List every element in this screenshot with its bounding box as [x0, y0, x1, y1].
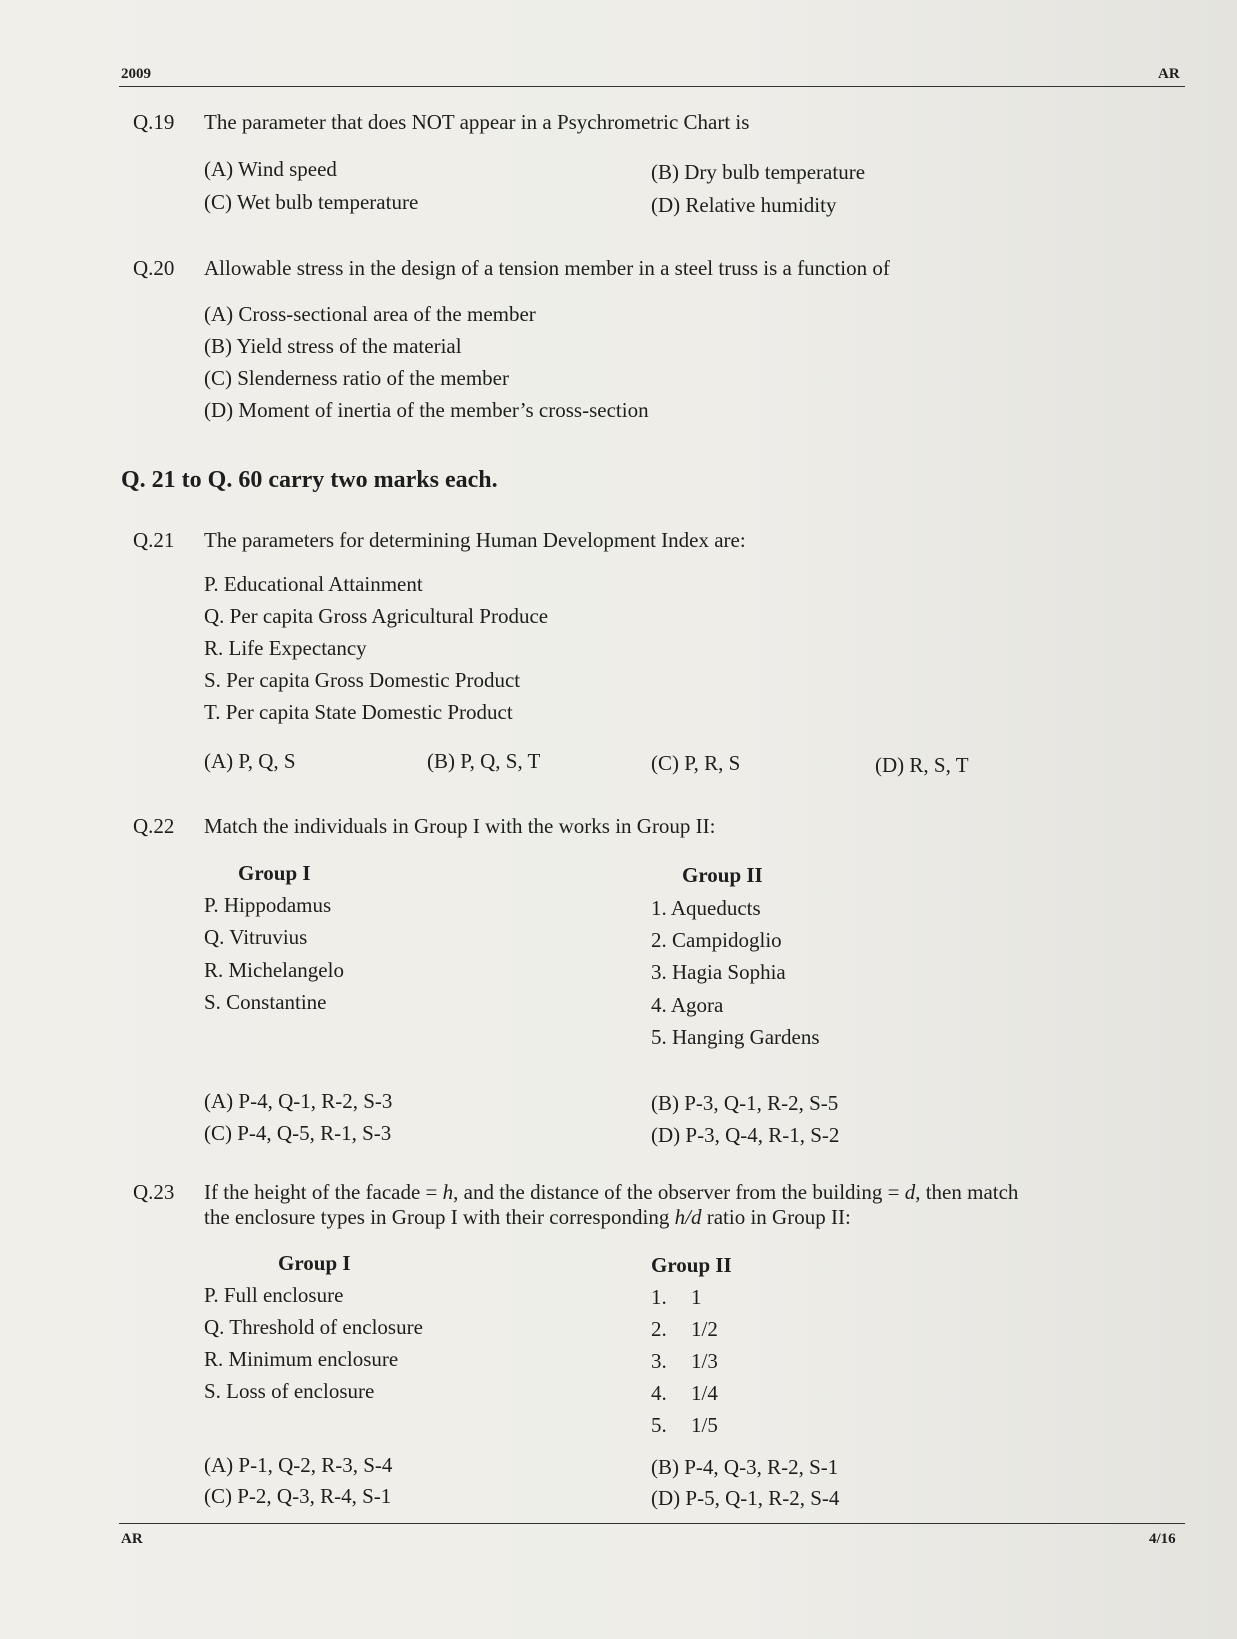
- q23-group1-q: Q. Threshold of enclosure: [204, 1315, 423, 1339]
- q23-group2-num-4: 4.: [651, 1381, 667, 1405]
- footer-paper-code: AR: [121, 1531, 143, 1547]
- q22-group2-1: 1. Aqueducts: [651, 896, 761, 920]
- q23-number: Q.23: [133, 1180, 175, 1204]
- q21-option-c: (C) P, R, S: [651, 751, 741, 775]
- header-rule: [119, 86, 1185, 87]
- q22-group2-5: 5. Hanging Gardens: [651, 1025, 820, 1049]
- q23-option-c: (C) P-2, Q-3, R-4, S-1: [204, 1484, 392, 1508]
- q22-number: Q.22: [133, 814, 175, 838]
- q19-number: Q.19: [133, 110, 175, 134]
- q23-group1-p: P. Full enclosure: [204, 1283, 344, 1307]
- q23-text-line1: If the height of the facade = h, and the distance of the observer from the building = d, then match: [204, 1180, 1019, 1204]
- q21-item-p: P. Educational Attainment: [204, 572, 423, 596]
- q22-text: Match the individuals in Group I with the works in Group II:: [204, 814, 716, 838]
- q22-group1-q: Q. Vitruvius: [204, 925, 308, 949]
- q23-group2-title: Group II: [651, 1253, 732, 1277]
- q23-option-b: (B) P-4, Q-3, R-2, S-1: [651, 1455, 839, 1479]
- q21-option-d: (D) R, S, T: [875, 753, 969, 777]
- q21-number: Q.21: [133, 528, 175, 552]
- q21-item-t: T. Per capita State Domestic Product: [204, 700, 513, 724]
- q20-option-d: (D) Moment of inertia of the member’s cross-section: [204, 398, 649, 422]
- q22-group1-title: Group I: [238, 861, 311, 885]
- q22-group2-2: 2. Campidoglio: [651, 928, 782, 952]
- q21-item-r: R. Life Expectancy: [204, 636, 367, 660]
- q22-group1-r: R. Michelangelo: [204, 958, 344, 982]
- q23-group2-num-5: 5.: [651, 1413, 667, 1437]
- q19-option-c: (C) Wet bulb temperature: [204, 190, 419, 214]
- header-year: 2009: [121, 66, 151, 82]
- q22-group2-title: Group II: [682, 863, 763, 887]
- q23-group2-num-2: 2.: [651, 1317, 667, 1341]
- q23-group1-s: S. Loss of enclosure: [204, 1379, 375, 1403]
- q19-option-b: (B) Dry bulb temperature: [651, 160, 866, 184]
- q19-option-a: (A) Wind speed: [204, 157, 337, 181]
- q23-group2-num-3: 3.: [651, 1349, 667, 1373]
- footer-page-number: 4/16: [1149, 1531, 1176, 1547]
- header-paper-code: AR: [1158, 66, 1180, 82]
- q21-option-b: (B) P, Q, S, T: [427, 749, 541, 773]
- q23-group2-val-5: 1/5: [691, 1413, 718, 1437]
- q23-group1-title: Group I: [278, 1251, 351, 1275]
- q20-option-b: (B) Yield stress of the material: [204, 334, 462, 358]
- q22-option-a: (A) P-4, Q-1, R-2, S-3: [204, 1089, 393, 1113]
- q20-option-c: (C) Slenderness ratio of the member: [204, 366, 509, 390]
- q19-text: The parameter that does NOT appear in a Psychrometric Chart is: [204, 110, 750, 134]
- q23-group2-val-4: 1/4: [691, 1381, 718, 1405]
- q22-group1-s: S. Constantine: [204, 990, 327, 1014]
- q20-text: Allowable stress in the design of a tension member in a steel truss is a function of: [204, 256, 890, 280]
- q21-item-s: S. Per capita Gross Domestic Product: [204, 668, 521, 692]
- q21-option-a: (A) P, Q, S: [204, 749, 296, 773]
- q23-group2-num-1: 1.: [651, 1285, 667, 1309]
- q23-option-d: (D) P-5, Q-1, R-2, S-4: [651, 1486, 840, 1510]
- q22-group2-3: 3. Hagia Sophia: [651, 960, 786, 984]
- q20-number: Q.20: [133, 256, 175, 280]
- q21-text: The parameters for determining Human Development Index are:: [204, 528, 746, 552]
- q22-group2-4: 4. Agora: [651, 993, 724, 1017]
- q23-group2-val-3: 1/3: [691, 1349, 718, 1373]
- q20-option-a: (A) Cross-sectional area of the member: [204, 302, 536, 326]
- q22-option-b: (B) P-3, Q-1, R-2, S-5: [651, 1091, 839, 1115]
- q23-group1-r: R. Minimum enclosure: [204, 1347, 399, 1371]
- section-heading: Q. 21 to Q. 60 carry two marks each.: [121, 467, 498, 493]
- q23-group2-val-2: 1/2: [691, 1317, 718, 1341]
- q22-option-d: (D) P-3, Q-4, R-1, S-2: [651, 1123, 840, 1147]
- q19-option-d: (D) Relative humidity: [651, 193, 837, 217]
- footer-rule: [119, 1523, 1185, 1524]
- q23-text-line2: the enclosure types in Group I with their corresponding h/d ratio in Group II:: [204, 1205, 851, 1229]
- q22-option-c: (C) P-4, Q-5, R-1, S-3: [204, 1121, 392, 1145]
- q22-group1-p: P. Hippodamus: [204, 893, 332, 917]
- q23-group2-val-1: 1: [691, 1285, 702, 1309]
- q21-item-q: Q. Per capita Gross Agricultural Produce: [204, 604, 549, 628]
- q23-option-a: (A) P-1, Q-2, R-3, S-4: [204, 1453, 393, 1477]
